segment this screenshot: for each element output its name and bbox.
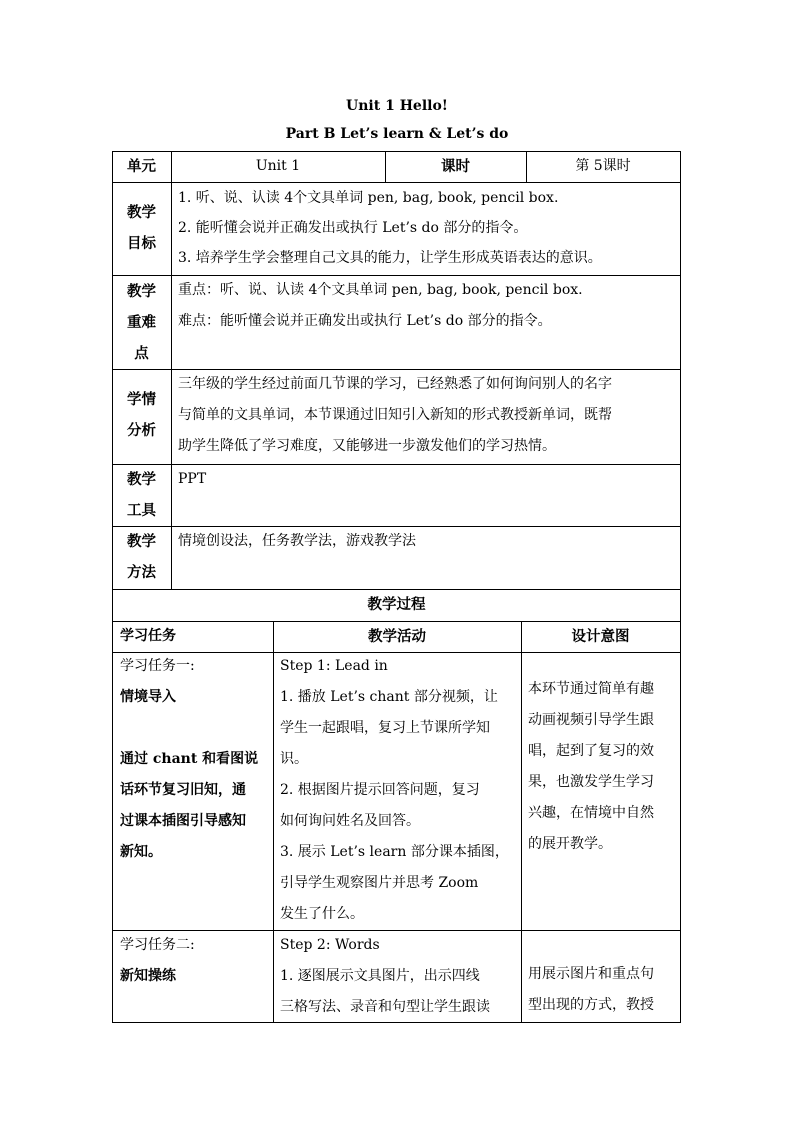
table-rule bbox=[273, 621, 274, 1023]
goals-list bbox=[178, 183, 678, 273]
task1-spacer bbox=[120, 713, 272, 744]
task1-activity bbox=[280, 651, 520, 930]
document-subtitle: Part B Let’s learn & Let’s do bbox=[285, 126, 509, 142]
task2-cell bbox=[120, 930, 272, 992]
task2-title: 学习任务二: bbox=[120, 937, 195, 953]
unit-value: Unit 1 bbox=[255, 158, 301, 174]
key-points-list bbox=[178, 275, 678, 337]
intent-line: 果，也激发学生学习 bbox=[528, 774, 654, 790]
task2-intent bbox=[528, 959, 680, 1021]
activity-line: 1. 逐图展示文具图片，出示四线 bbox=[280, 968, 480, 984]
key-points-label-line: 重难 bbox=[127, 314, 156, 331]
analysis-label-line: 分析 bbox=[127, 422, 156, 439]
task1-desc-line: 话环节复习旧知，通 bbox=[120, 782, 246, 798]
unit-label: 单元 bbox=[127, 158, 156, 175]
tools-label bbox=[112, 464, 171, 526]
goal-item: 2. 能听懂会说并正确发出或执行 Let’s do 部分的指令。 bbox=[178, 220, 528, 236]
tools-value: PPT bbox=[178, 471, 207, 487]
period-label: 课时 bbox=[441, 158, 470, 175]
intent-line: 动画视频引导学生跟 bbox=[528, 712, 654, 728]
key-point-item: 重点：听、说、认读 4个文具单词 pen, bag, book, pencil box. bbox=[178, 282, 583, 298]
intent-line: 唱，起到了复习的效 bbox=[528, 743, 654, 759]
col-activity-header: 教学活动 bbox=[368, 628, 426, 645]
intent-line: 兴趣，在情境中自然 bbox=[528, 805, 654, 821]
table-border bbox=[680, 151, 681, 1023]
lesson-plan-table bbox=[112, 151, 681, 1023]
activity-line: 1. 播放 Let’s chant 部分视频，让 bbox=[280, 689, 498, 705]
activity-line: Step 1: Lead in bbox=[280, 658, 388, 674]
task2-name: 新知操练 bbox=[120, 968, 176, 984]
activity-line: 2. 根据图片提示回答问题，复习 bbox=[280, 782, 480, 798]
activity-line: 三格写法、录音和句型让学生跟读 bbox=[280, 999, 490, 1015]
task1-title: 学习任务一: bbox=[120, 658, 195, 674]
process-heading: 教学过程 bbox=[367, 596, 426, 613]
analysis-text bbox=[178, 369, 678, 462]
goal-item: 3. 培养学生学会整理自己文具的能力，让学生形成英语表达的意识。 bbox=[178, 250, 602, 266]
intent-line: 本环节通过简单有趣 bbox=[528, 681, 654, 697]
analysis-line: 与简单的文具单词，本节课通过旧知引入新知的形式教授新单词，既帮 bbox=[178, 407, 612, 423]
task1-name: 情境导入 bbox=[120, 689, 176, 705]
methods-label-line: 方法 bbox=[127, 564, 156, 581]
document-title: Unit 1 Hello! bbox=[346, 98, 448, 114]
tools-label-line: 教学 bbox=[127, 471, 156, 488]
task1-cell bbox=[120, 651, 272, 868]
tools-label-line: 工具 bbox=[127, 502, 156, 519]
activity-line: Step 2: Words bbox=[280, 937, 380, 953]
key-points-label bbox=[112, 276, 171, 369]
intent-line: 的展开教学。 bbox=[528, 836, 612, 852]
table-rule bbox=[171, 151, 172, 589]
goal-item: 1. 听、说、认读 4个文具单词 pen, bag, book, pencil box. bbox=[178, 190, 559, 206]
activity-line: 发生了什么。 bbox=[280, 906, 364, 922]
activity-line: 学生一起跟唱，复习上节课所学知 bbox=[280, 720, 490, 736]
key-point-item: 难点：能听懂会说并正确发出或执行 Let’s do 部分的指令。 bbox=[178, 313, 552, 329]
intent-line: 用展示图片和重点句 bbox=[528, 966, 654, 982]
activity-line: 引导学生观察图片并思考 Zoom bbox=[280, 875, 479, 891]
key-points-label-line: 点 bbox=[134, 345, 149, 362]
goals-label bbox=[112, 197, 171, 259]
task1-desc-line: 新知。 bbox=[120, 844, 162, 860]
methods-value: 情境创设法，任务教学法，游戏教学法 bbox=[178, 533, 416, 549]
analysis-line: 助学生降低了学习难度，又能够进一步激发他们的学习热情。 bbox=[178, 438, 556, 454]
col-task-header: 学习任务 bbox=[120, 628, 176, 644]
table-rule bbox=[521, 621, 522, 1023]
analysis-label bbox=[112, 384, 171, 446]
intent-line: 型出现的方式，教授 bbox=[528, 997, 654, 1013]
activity-line: 3. 展示 Let’s learn 部分课本插图， bbox=[280, 844, 509, 860]
activity-line: 如何询问姓名及回答。 bbox=[280, 813, 420, 829]
period-value: 第 5课时 bbox=[575, 158, 631, 174]
col-intent-header: 设计意图 bbox=[571, 628, 630, 645]
task1-desc-line: 通过 chant 和看图说 bbox=[120, 751, 259, 767]
goals-label-line: 教学 bbox=[127, 204, 156, 221]
goals-label-line: 目标 bbox=[127, 235, 156, 252]
task2-activity bbox=[280, 930, 520, 1023]
activity-line: 识。 bbox=[280, 751, 308, 767]
methods-label bbox=[112, 526, 171, 588]
analysis-label-line: 学情 bbox=[127, 391, 156, 408]
analysis-line: 三年级的学生经过前面几节课的学习，已经熟悉了如何询问别人的名字 bbox=[178, 376, 612, 392]
methods-label-line: 教学 bbox=[127, 533, 156, 550]
key-points-label-line: 教学 bbox=[127, 283, 156, 300]
task1-desc-line: 过课本插图引导感知 bbox=[120, 813, 246, 829]
task1-intent bbox=[528, 674, 680, 860]
